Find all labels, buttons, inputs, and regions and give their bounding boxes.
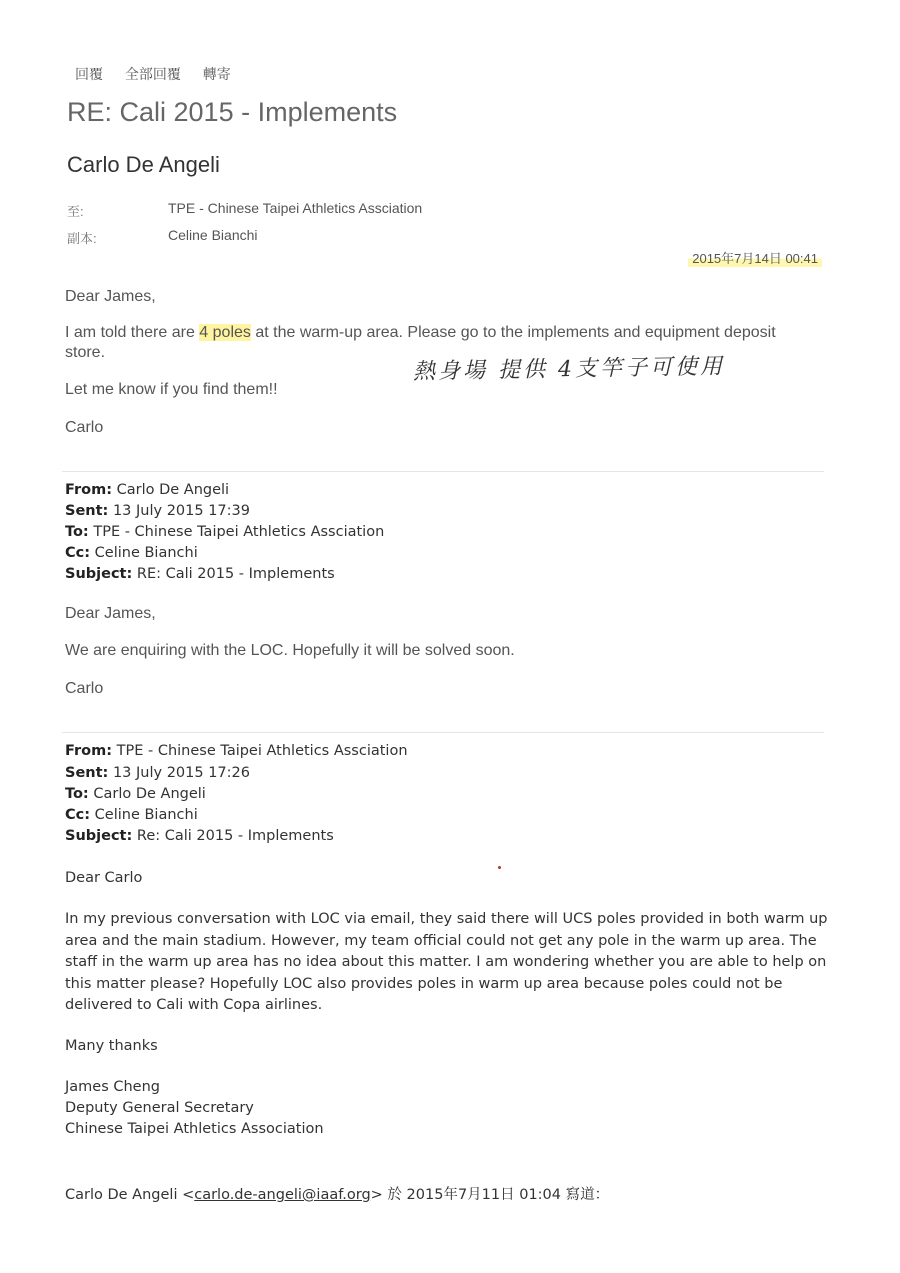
divider xyxy=(62,732,824,733)
highlighted-text: 4 poles xyxy=(199,324,251,341)
quote1-body: We are enquiring with the LOC. Hopefully it will be solved soon. xyxy=(65,642,515,659)
quoted-header xyxy=(65,1183,609,1204)
quote1-greeting: Dear James, xyxy=(65,605,156,622)
cc-label: 副本: xyxy=(67,231,97,246)
value: 13 July 2015 17:39 xyxy=(112,503,250,519)
greeting: Dear James, xyxy=(65,288,156,305)
email-date: 2015年7月14日 00:41 xyxy=(688,248,822,267)
value: Celine Bianchi xyxy=(94,807,198,823)
label: To: xyxy=(65,524,89,540)
quoted-date: > 於 2015年7月11日 01:04 寫道： xyxy=(370,1187,610,1203)
value: RE: Cali 2015 - Implements xyxy=(136,566,335,582)
quote1-signoff: Carlo xyxy=(65,680,104,697)
handwritten-note: 熱身場 提供 4支竿子可使用 xyxy=(412,354,726,385)
quote2-thanks: Many thanks xyxy=(65,1038,158,1054)
quote1-cc xyxy=(65,545,198,561)
email-link[interactable]: carlo.de-angeli@iaaf.org xyxy=(194,1187,371,1203)
value: Carlo De Angeli xyxy=(93,786,206,802)
label: Cc: xyxy=(65,807,91,823)
divider xyxy=(62,471,824,472)
label: Sent: xyxy=(65,765,109,781)
label: From: xyxy=(65,743,112,759)
value: Carlo De Angeli xyxy=(116,482,230,498)
signoff: Carlo xyxy=(65,419,104,436)
label: From: xyxy=(65,482,112,498)
reply-all-button[interactable]: 全部回覆 xyxy=(124,66,181,82)
quote1-from xyxy=(65,482,229,498)
quote2-cc xyxy=(65,807,198,823)
value: TPE - Chinese Taipei Athletics Assciation xyxy=(116,743,408,759)
body-line-2: store. xyxy=(65,344,106,361)
quoted-sender: Carlo De Angeli < xyxy=(65,1187,195,1203)
value: Celine Bianchi xyxy=(94,545,198,561)
email-sender: Carlo De Angeli xyxy=(67,152,220,177)
forward-button[interactable]: 轉寄 xyxy=(202,66,231,82)
quote1-subject xyxy=(65,566,335,582)
label: Sent: xyxy=(65,503,109,519)
body-line-3: Let me know if you find them!! xyxy=(65,381,278,398)
value: Re: Cali 2015 - Implements xyxy=(136,828,334,844)
body-text: I am told there are xyxy=(65,324,200,341)
quote2-from xyxy=(65,743,408,759)
to-value: TPE - Chinese Taipei Athletics Assciation xyxy=(168,200,423,216)
to-label: 至: xyxy=(67,204,84,219)
value: TPE - Chinese Taipei Athletics Assciation xyxy=(93,524,385,540)
body-line-1 xyxy=(65,324,776,342)
quote2-sent xyxy=(65,765,250,781)
quote2-greeting: Dear Carlo xyxy=(65,870,143,886)
signature-title: Deputy General Secretary xyxy=(65,1100,254,1116)
label: Cc: xyxy=(65,545,91,561)
quote2-to xyxy=(65,786,206,802)
email-toolbar xyxy=(75,64,249,84)
scan-speck xyxy=(498,866,501,869)
signature-org: Chinese Taipei Athletics Association xyxy=(65,1121,324,1137)
label: Subject: xyxy=(65,828,133,844)
quote1-sent xyxy=(65,503,250,519)
body-text: at the warm-up area. Please go to the implements and equipment deposit xyxy=(250,324,776,341)
value: 13 July 2015 17:26 xyxy=(112,765,250,781)
label: To: xyxy=(65,786,89,802)
quote2-subject xyxy=(65,828,334,844)
cc-value: Celine Bianchi xyxy=(168,227,258,243)
quote1-to xyxy=(65,524,384,540)
signature-name: James Cheng xyxy=(65,1079,161,1095)
quote2-body: In my previous conversation with LOC via email, they said there will UCS poles provided in both warm up area and the main stadium. However, my team official could not get any pole in the warm up area. The staff in the warm up area has no idea about this matter. I am wondering whether you are able to help on this matter please? Hopefully LOC also provides poles in warm up area because poles could not be delivered to Cali with Copa airlines. xyxy=(65,911,828,1013)
email-subject: RE: Cali 2015 - Implements xyxy=(67,97,398,127)
label: Subject: xyxy=(65,566,133,582)
reply-button[interactable]: 回覆 xyxy=(75,66,103,82)
